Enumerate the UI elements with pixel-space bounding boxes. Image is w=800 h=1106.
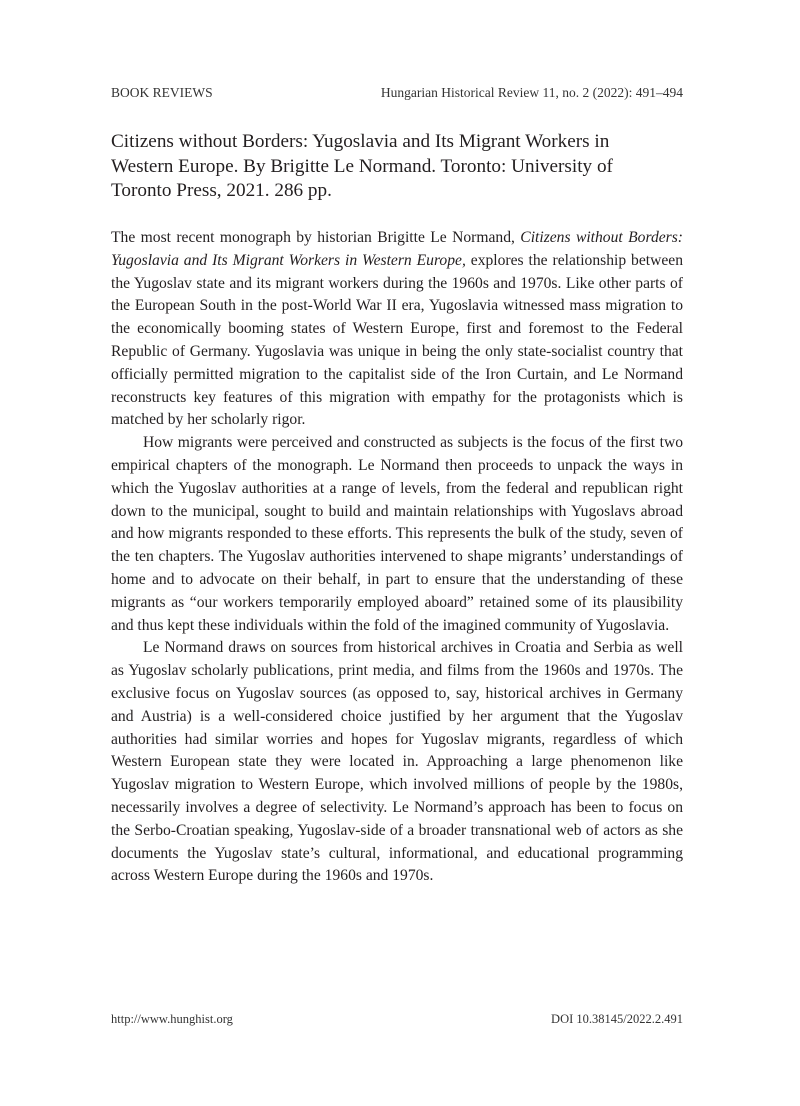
paragraph-1 [111,227,683,432]
paragraph-1-intro: The most recent monograph by historian Brigitte Le Normand, [111,229,521,246]
journal-citation: Hungarian Historical Review 11, no. 2 (2022): 491–494 [380,85,683,100]
section-label: BOOK REVIEWS [111,85,213,100]
review-title: Citizens without Borders: Yugoslavia and Its Migrant Workers in Western Europe. By Brigitte Le Normand. Toronto: University of Toronto Press, 2021. 286 pp. [111,131,613,201]
running-header [111,85,683,101]
paragraph-1-rest: explores the relationship between the Yugoslav state and its migrant workers during the 1960s and 1970s. Like other parts of the European South in the post-World War II era, Yugoslavia witnessed mass migration to the economically booming states of Western Europe, first and foremost to the Federal Republic of Germany. Yugoslavia was unique in being the only state-socialist country that officially permitted migration to the capitalist side of the Iron Curtain, and Le Normand reconstructs key features of this migration with empathy for the protagonists which is matched by her scholarly rigor. [111,251,683,429]
paragraph-3: Le Normand draws on sources from historical archives in Croatia and Serbia as well as Yugoslav scholarly publications, print media, and films from the 1960s and 1970s. The exclusive focus on Yugoslav sources (as opposed to, say, historical archives in Germany and Austria) is a well-considered choice justified by her argument that the Yugoslav authorities had similar worries and hopes for Yugoslav migrants, regardless of which Western European state they were located in. Approaching a large phenomenon like Yugoslav migration to Western Europe, which involved millions of people by the 1980s, necessarily involves a degree of selectivity. Le Normand’s approach has been to focus on the Serbo-Croatian speaking, Yugoslav-side of a broader transnational web of actors as she documents the Yugoslav state’s cultural, informational, and educational programming across Western Europe during the 1960s and 1970s. [111,639,683,885]
book-title-italic: Citizens without Borders: Yugoslavia and Its Migrant Workers in Western Europe, [111,229,683,269]
doi-label: DOI 10.38145/2022.2.491 [551,1012,683,1026]
review-body [111,227,683,888]
page-footer [111,1012,683,1027]
journal-url-link[interactable]: http://www.hunghist.org [111,1012,233,1026]
paragraph-2: How migrants were perceived and constructed as subjects is the focus of the first two empirical chapters of the monograph. Le Normand then proceeds to unpack the ways in which the Yugoslav authorities at a range of levels, from the federal and republican right down to the municipal, sought to build and maintain relationships with Yugoslavs abroad and how migrants responded to these efforts. This represents the bulk of the study, seven of the ten chapters. The Yugoslav authorities intervened to shape migrants’ understandings of home and to advocate on their behalf, in part to ensure that the understanding of these migrants as “our workers temporarily employed aboard” retained some of its plausibility and thus kept these individuals within the fold of the imagined community of Yugoslavia. [111,434,683,634]
